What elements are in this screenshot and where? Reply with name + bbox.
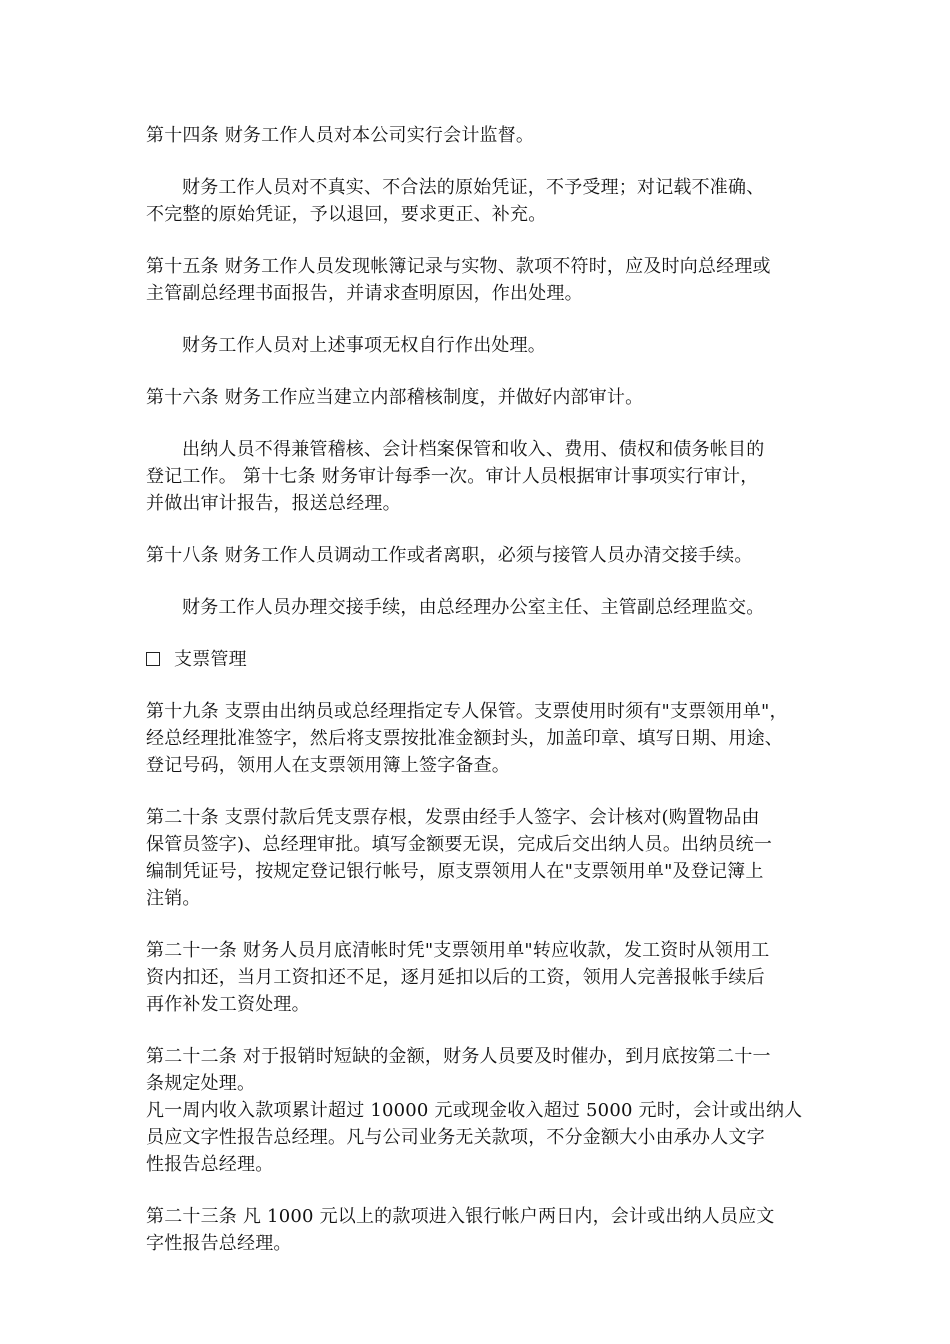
article-18 xyxy=(146,542,826,569)
text-line: 字性报告总经理。 xyxy=(146,1233,292,1254)
article-15 xyxy=(146,253,826,307)
text-line: 员应文字性报告总经理。凡与公司业务无关款项，不分金额大小由承办人文字 xyxy=(146,1127,765,1148)
text-line: 资内扣还，当月工资扣还不足，逐月延扣以后的工资，领用人完善报帐手续后 xyxy=(146,967,765,988)
article-19 xyxy=(146,698,826,779)
text-line: 并做出审计报告，报送总经理。 xyxy=(146,493,401,514)
article-16-17-paragraph xyxy=(146,436,826,517)
text-line: 第二十条 支票付款后凭支票存根，发票由经手人签字、会计核对(购置物品由 xyxy=(146,807,760,828)
text-line: 登记工作。 第十七条 财务审计每季一次。审计人员根据审计事项实行审计， xyxy=(146,466,759,487)
text-line: 第十四条 财务工作人员对本公司实行会计监督。 xyxy=(146,125,535,146)
text-line: 第十九条 支票由出纳员或总经理指定专人保管。支票使用时须有"支票领用单"， xyxy=(146,701,788,722)
text-line: 财务工作人员办理交接手续，由总经理办公室主任、主管副总经理监交。 xyxy=(182,597,765,618)
article-16 xyxy=(146,384,826,411)
text-line: 注销。 xyxy=(146,888,201,909)
text-line: 第十五条 财务工作人员发现帐簿记录与实物、款项不符时，应及时向总经理或 xyxy=(146,256,771,277)
text-line: 出纳人员不得兼管稽核、会计档案保管和收入、费用、债权和债务帐目的 xyxy=(182,439,765,460)
text-line: 性报告总经理。 xyxy=(146,1154,274,1175)
checkbox-square-icon xyxy=(146,652,160,666)
document-page xyxy=(146,122,826,1282)
text-line: 凡一周内收入款项累计超过 10000 元或现金收入超过 5000 元时，会计或出纳人 xyxy=(146,1100,803,1121)
article-15-paragraph-2 xyxy=(146,332,826,359)
text-line: 再作补发工资处理。 xyxy=(146,994,310,1015)
text-line: 第十八条 财务工作人员调动工作或者离职，必须与接管人员办清交接手续。 xyxy=(146,545,753,566)
text-line: 主管副总经理书面报告，并请求查明原因，作出处理。 xyxy=(146,283,583,304)
article-14 xyxy=(146,122,826,149)
text-line: 保管员签字)、总经理审批。填写金额要无误，完成后交出纳人员。出纳员统一 xyxy=(146,834,773,855)
text-line: 第二十二条 对于报销时短缺的金额，财务人员要及时催办，到月底按第二十一 xyxy=(146,1046,771,1067)
text-line: 财务工作人员对上述事项无权自行作出处理。 xyxy=(182,335,546,356)
article-22-paragraph-2 xyxy=(146,1097,826,1178)
article-21 xyxy=(146,937,826,1018)
article-18-paragraph-2 xyxy=(146,594,826,621)
text-line: 财务工作人员对不真实、不合法的原始凭证，不予受理；对记载不准确、 xyxy=(182,177,765,198)
article-20 xyxy=(146,804,826,912)
article-14-paragraph-2 xyxy=(146,174,826,228)
article-22 xyxy=(146,1043,826,1097)
text-line: 编制凭证号，按规定登记银行帐号，原支票领用人在"支票领用单"及登记簿上 xyxy=(146,861,764,882)
section-heading-text: 支票管理 xyxy=(174,649,247,670)
text-line: 条规定处理。 xyxy=(146,1073,256,1094)
text-line: 经总经理批准签字，然后将支票按批准金额封头，加盖印章、填写日期、用途、 xyxy=(146,728,783,749)
text-line: 第二十一条 财务人员月底清帐时凭"支票领用单"转应收款，发工资时从领用工 xyxy=(146,940,770,961)
section-heading-cheque-management xyxy=(146,646,826,673)
text-line: 第十六条 财务工作应当建立内部稽核制度，并做好内部审计。 xyxy=(146,387,644,408)
text-line: 第二十三条 凡 1000 元以上的款项进入银行帐户两日内，会计或出纳人员应文 xyxy=(146,1206,775,1227)
text-line: 登记号码，领用人在支票领用簿上签字备查。 xyxy=(146,755,510,776)
text-line: 不完整的原始凭证，予以退回，要求更正、补充。 xyxy=(146,204,547,225)
article-23 xyxy=(146,1203,826,1257)
